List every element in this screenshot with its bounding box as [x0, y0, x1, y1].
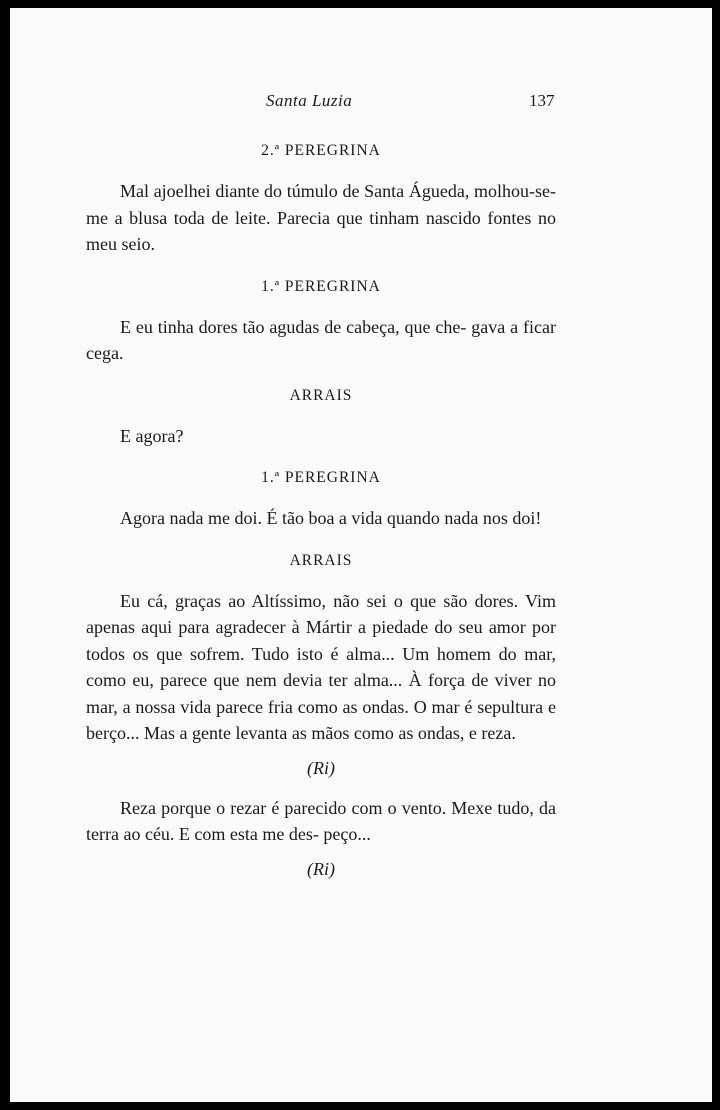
book-page	[10, 8, 712, 1102]
speaker-label: ARRAIS	[289, 386, 353, 404]
speech-paragraph: E agora?	[120, 425, 184, 446]
page-number: 137	[529, 91, 555, 110]
speech-paragraph: Agora nada me doi. É tão boa a vida quando nada nos doi!	[120, 508, 542, 528]
play-text	[86, 138, 556, 896]
stage-direction: (Ri)	[307, 757, 335, 778]
speech-paragraph: Eu cá, graças ao Altíssimo, não sei o que são dores. Vim apenas aqui para agradecer à Mártir a piedade do seu amor por todos os que sofrem. Tudo isto é alma... Um homem do mar, como eu, parece que nem devia ter alma... À força de viver no mar, a nossa vida parece fria como as ondas. O mar é sepultura e berço... Mas a gente levanta as mãos como as ondas, e reza.	[86, 590, 556, 743]
speaker-label: 2.ª PEREGRINA	[261, 142, 381, 159]
speaker-label: ARRAIS	[289, 551, 353, 569]
running-head	[10, 91, 712, 115]
stage-direction: (Ri)	[307, 858, 335, 879]
speaker-label: 1.ª PEREGRINA	[261, 469, 381, 486]
speech-paragraph: Mal ajoelhei diante do túmulo de Santa Águeda, molhou-se-me a blusa toda de leite. Parecia que tinham nascido fontes no meu seio.	[86, 181, 556, 254]
speech-paragraph: E eu tinha dores tão agudas de cabeça, que che- gava a ficar cega.	[86, 316, 556, 363]
speech-paragraph: Reza porque o rezar é parecido com o vento. Mexe tudo, da terra ao céu. E com esta me des- peço...	[86, 797, 556, 844]
speaker-label: 1.ª PEREGRINA	[261, 277, 381, 295]
running-title: Santa Luzia	[266, 91, 353, 110]
